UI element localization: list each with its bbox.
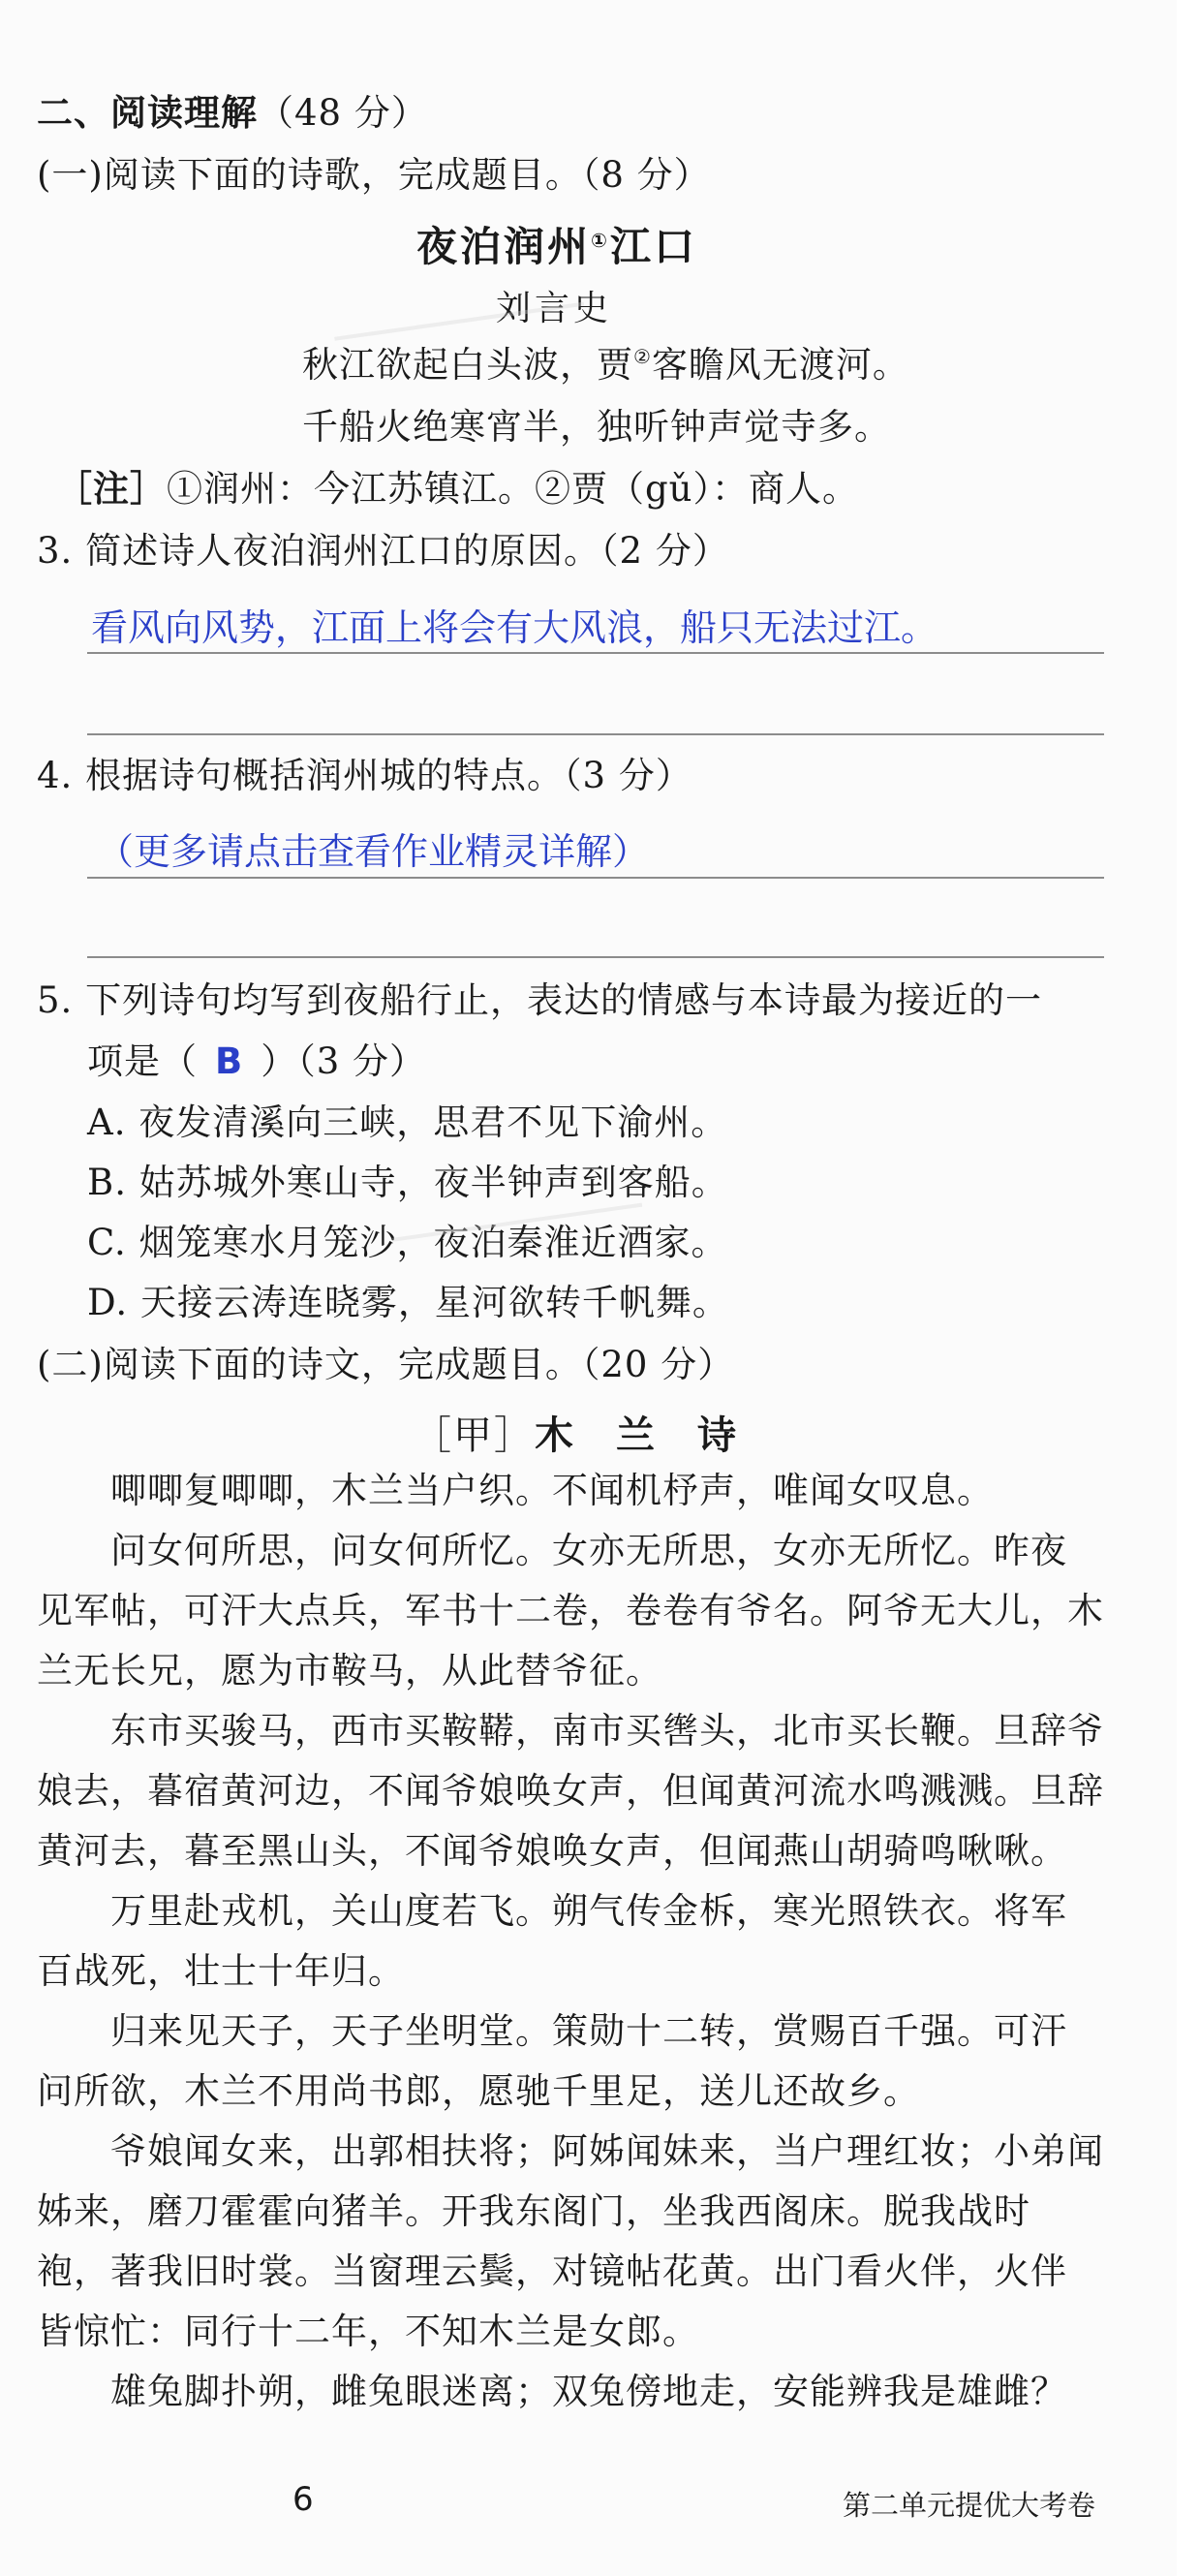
poem-author: 刘言史 [496,289,613,328]
part1-intro: (一)阅读下面的诗歌，完成题目。（8 分） [37,154,711,196]
question-3-answer: 看风向风势，江面上将会有大风浪，船只无法过江。 [91,606,938,649]
poem-note-text: ①润州：今江苏镇江。②贾（gǔ）：商人。 [167,468,860,510]
question-5: 5. 下列诗句均写到夜船行止，表达的情感与本诗最为接近的一 [37,979,1043,1021]
mulan-line: 唧唧复唧唧，木兰当户织。不闻机杼声，唯闻女叹息。 [37,1470,994,1511]
mulan-line: 东市买骏马，西市买鞍鞯，南市买辔头，北市买长鞭。旦辞爷 [37,1710,1104,1752]
mulan-line: 姊来，磨刀霍霍向猪羊。开我东阁门，坐我西阁床。脱我战时 [37,2190,1030,2232]
answer-line [87,733,1104,735]
mulan-line: 雄兔脚扑朔，雌兔眼迷离；双兔傍地走，安能辨我是雄雌？ [37,2371,1067,2412]
mulan-line: 问所欲，木兰不用尚书郎，愿驰千里足，送儿还故乡。 [37,2070,920,2112]
mulan-line: 百战死，壮士十年归。 [37,1950,405,1992]
poem-note-label: ［注］ [56,468,167,510]
question-4: 4. 根据诗句概括润州城的特点。（3 分） [37,755,692,796]
mulan-line: 皆惊忙：同行十二年，不知木兰是女郎。 [37,2311,699,2352]
question-3: 3. 简述诗人夜泊润州江口的原因。（2 分） [37,530,729,572]
mulan-line: 黄河去，暮至黑山头，不闻爷娘唤女声，但闻燕山胡骑鸣啾啾。 [37,1830,1067,1872]
question-5-score: ）（3 分） [261,1040,427,1082]
poem-line-1-part2: 客瞻风无渡河。 [651,344,909,386]
mulan-line: 见军帖，可汗大点兵，军书十二卷，卷卷有爷名。阿爷无大儿，木 [37,1590,1104,1631]
section-title [37,92,428,134]
page-number: 6 [292,2480,314,2519]
option-a: A. 夜发清溪向三峡，思君不见下渝州。 [87,1102,728,1143]
answer-line [87,652,1104,654]
poem-line-1-footnote-mark: ② [633,345,652,368]
mulan-title-label: ［甲］ [413,1413,535,1458]
mulan-line: 爷娘闻女来，出郭相扶将；阿姊闻妹来，当户理红妆；小弟闻 [37,2130,1104,2172]
mulan-line: 归来见天子，天子坐明堂。策勋十二转，赏赐百千强。可汗 [37,2010,1067,2052]
mulan-line: 兰无长兄，愿为市鞍马，从此替爷征。 [37,1650,662,1691]
question-5-stem: 项是（ [87,1040,198,1082]
poem-title-part2: 江口 [609,223,697,270]
poem-note [56,468,860,510]
mulan-title [413,1405,738,1460]
mulan-line: 袍，著我旧时裳。当窗理云鬓，对镜帖花黄。出门看火伴，火伴 [37,2250,1067,2292]
question-4-answer-link[interactable]: （更多请点击查看作业精灵详解） [97,830,650,873]
question-5-line2 [87,1040,427,1082]
section-score: （48 分） [258,92,428,134]
option-d: D. 天接云涛连晓雾，星河欲转千帆舞。 [87,1282,729,1323]
option-c: C. 烟笼寒水月笼沙，夜泊秦淮近酒家。 [87,1222,728,1263]
option-b: B. 姑苏城外寒山寺，夜半钟声到客船。 [87,1162,728,1203]
poem-line-1-part1: 秋江欲起白头波，贾 [302,344,633,386]
poem-title-part1: 夜泊润州 [416,223,592,270]
poem-line-1 [302,344,909,386]
footer-label: 第二单元提优大考卷 [843,2489,1096,2522]
mulan-line: 娘去，暮宿黄河边，不闻爷娘唤女声，但闻黄河流水鸣溅溅。旦辞 [37,1770,1104,1812]
part2-intro: (二)阅读下面的诗文，完成题目。（20 分） [37,1344,735,1385]
answer-line [87,877,1104,879]
section-title-text: 二、阅读理解 [37,92,258,134]
mulan-title-text: 木 兰 诗 [535,1413,738,1458]
mulan-line: 万里赴戎机，关山度若飞。朔气传金柝，寒光照铁衣。将军 [37,1890,1067,1932]
mulan-line: 问女何所思，问女何所忆。女亦无所思，女亦无所忆。昨夜 [37,1530,1067,1571]
question-5-answer: B [215,1040,244,1082]
poem-title-footnote-mark: ① [591,229,610,252]
poem-line-2: 千船火绝寒宵半，独听钟声觉寺多。 [302,406,891,448]
answer-line [87,956,1104,958]
